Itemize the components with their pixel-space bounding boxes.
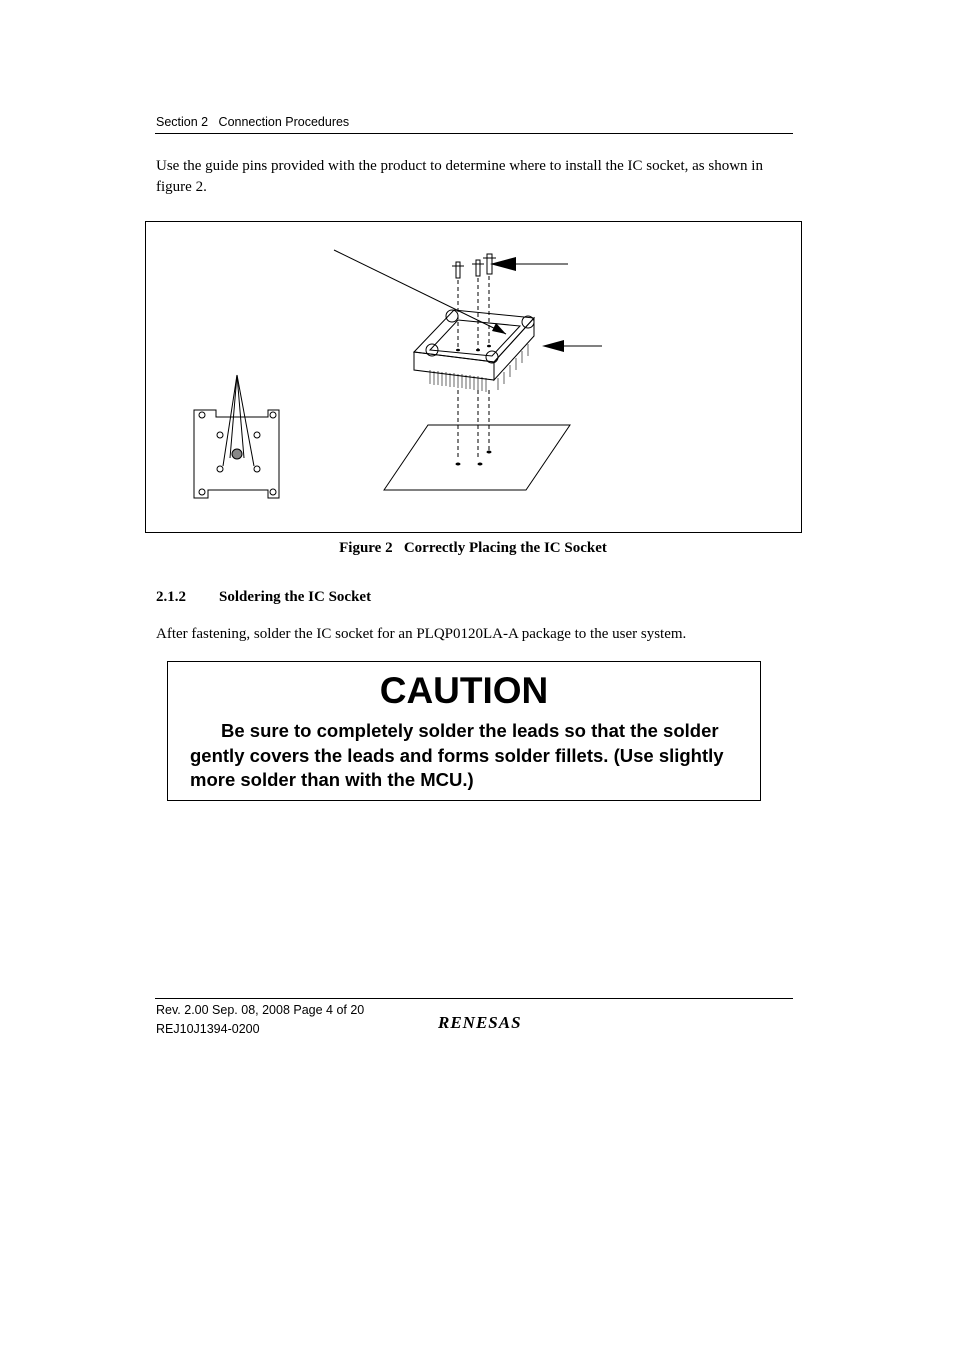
footer-revision: Rev. 2.00 Sep. 08, 2008 Page 4 of 20 <box>156 1003 365 1017</box>
body-paragraph: After fastening, solder the IC socket for an PLQP0120LA-A package to the user system. <box>156 626 687 642</box>
caution-box <box>167 661 761 801</box>
footprint-view <box>194 375 279 498</box>
intro-paragraph: Use the guide pins provided with the product to determine where to install the IC socket, as shown in figure 2. <box>156 158 763 195</box>
renesas-logo: RENESAS <box>438 1013 522 1032</box>
guide-pins <box>452 254 496 278</box>
pin-arrowhead <box>490 257 516 271</box>
user-board <box>384 425 570 490</box>
caution-body: Be sure to completely solder the leads so that the solder gently covers the leads and forms solder fillets. (Use slightly more solder than with the MCU.) <box>190 720 724 790</box>
socket-arrowhead <box>542 340 564 352</box>
running-header <box>156 115 349 129</box>
section-number: 2.1.2 <box>156 589 186 605</box>
figure-caption <box>0 540 946 557</box>
section-title: Soldering the IC Socket <box>219 589 372 605</box>
footer-doc-number: REJ10J1394-0200 <box>156 1022 260 1036</box>
caution-title: CAUTION <box>379 670 549 711</box>
header-title: Connection Procedures <box>218 115 350 129</box>
figure-title: Correctly Placing the IC Socket <box>403 540 607 556</box>
footer-rule <box>155 998 793 999</box>
guide-dashes <box>458 276 489 460</box>
figure-2-box <box>145 221 802 533</box>
header-rule <box>155 133 793 134</box>
ic-socket-diagram <box>146 222 801 532</box>
header-section: Section 2 <box>156 115 209 129</box>
figure-number: Figure 2 <box>339 540 393 556</box>
